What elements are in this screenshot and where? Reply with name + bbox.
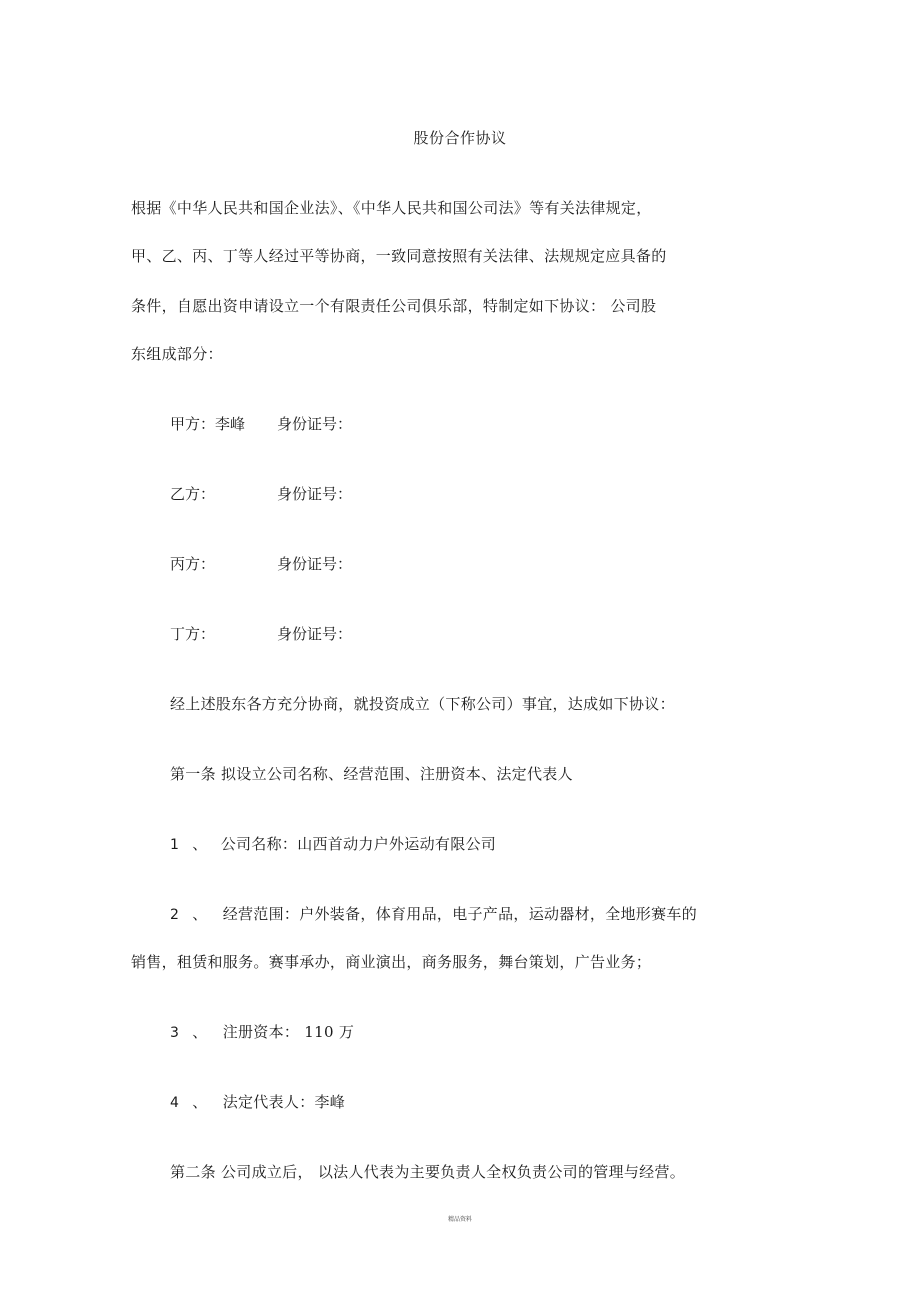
article-2-line: 第二条 公司成立后， 以法人代表为主要负责人全权负责公司的管理与经营。 <box>170 1163 686 1181</box>
item-number: 1 <box>170 837 180 853</box>
article-1-heading: 第一条 拟设立公司名称、经营范围、注册资本、法定代表人 <box>170 765 573 783</box>
document-title: 股份合作协议 <box>413 129 507 147</box>
party-d-label: 丁方： <box>170 625 216 643</box>
intro-line-3: 条件，自愿出资申请设立一个有限责任公司俱乐部，特制定如下协议： 公司股 <box>131 297 657 315</box>
item-number: 2 <box>170 907 180 923</box>
article-1-item-3 <box>170 1022 354 1043</box>
item-number: 3 <box>170 1025 180 1041</box>
article-1-item-2-continuation: 销售，租赁和服务。赛事承办，商业演出，商务服务，舞台策划，广告业务； <box>131 953 652 971</box>
article-1-item-2 <box>170 904 697 925</box>
intro-line-4: 东组成部分： <box>131 345 223 363</box>
item-text: 经营范围：户外装备，体育用品，电子产品，运动器材，全地形赛车的 <box>222 905 697 923</box>
item-separator: 、 <box>192 1023 208 1041</box>
article-1-item-4 <box>170 1092 345 1113</box>
party-a-id-label: 身份证号： <box>277 415 353 433</box>
party-c-id-label: 身份证号： <box>277 555 353 573</box>
party-b-label: 乙方： <box>170 485 216 503</box>
intro-line-2: 甲、乙、丙、丁等人经过平等协商，一致同意按照有关法律、法规规定应具备的 <box>131 247 667 265</box>
item-number: 4 <box>170 1095 180 1111</box>
party-a-label: 甲方：李峰 <box>170 415 246 433</box>
item-text: 注册资本： 110 万 <box>222 1023 355 1041</box>
item-separator: 、 <box>192 835 208 853</box>
consensus-line: 经上述股东各方充分协商，就投资成立（下称公司）事宜，达成如下协议： <box>170 695 675 713</box>
party-d-id-label: 身份证号： <box>277 625 353 643</box>
party-b-id-label: 身份证号： <box>277 485 353 503</box>
item-separator: 、 <box>192 905 208 923</box>
item-text: 公司名称：山西首动力户外运动有限公司 <box>220 835 497 853</box>
item-separator: 、 <box>192 1093 208 1111</box>
page-footer: 精品资料 <box>447 1216 472 1223</box>
intro-line-1: 根据《中华人民共和国企业法》、《中华人民共和国公司法》等有关法律规定， <box>131 199 652 217</box>
article-1-item-1 <box>170 834 496 855</box>
party-c-label: 丙方： <box>170 555 216 573</box>
item-text: 法定代表人：李峰 <box>222 1093 346 1111</box>
